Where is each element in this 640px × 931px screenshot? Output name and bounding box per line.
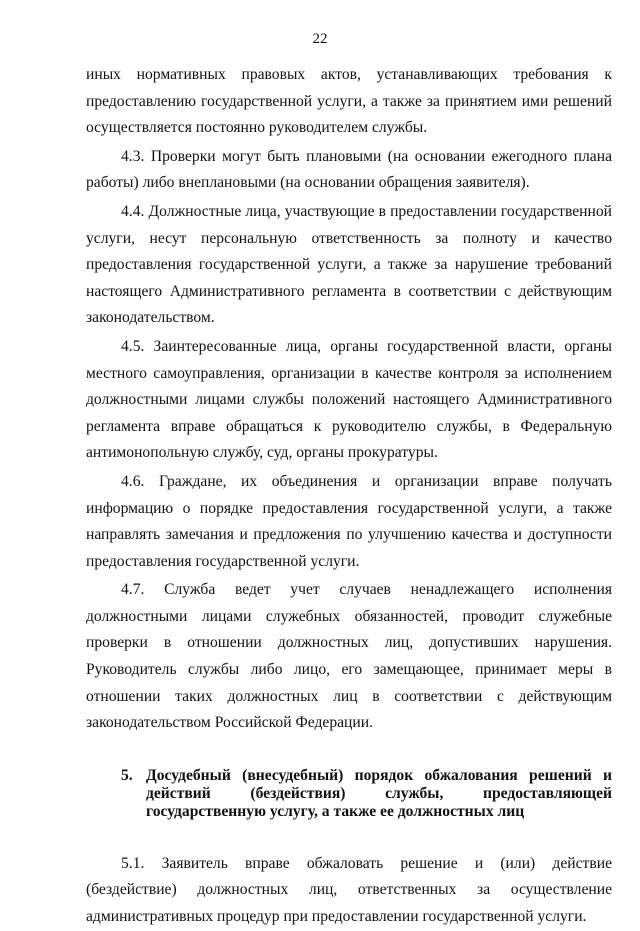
- paragraph-4-4: 4.4. Должностные лица, участвующие в предоставлении государственной услуги, несут персональную ответственность за полноту и качество предоставления государственной услуги, а также за нарушение требований настоящего Административного регламента в соответствии с действующим законодательством.: [86, 202, 612, 327]
- section-number: 5.: [121, 766, 133, 784]
- paragraph-4-3: 4.3. Проверки могут быть плановыми (на основании ежегодного плана работы) либо внеплановыми (на основании обращения заявителя).: [86, 147, 612, 192]
- document-body: [86, 62, 612, 931]
- paragraph-continuation: иных нормативных правовых актов, устанавливающих требования к предоставлению государственной услуги, а также за принятием ими решений осуществляется постоянно руководителем службы.: [86, 66, 612, 137]
- section-heading: [86, 767, 612, 821]
- paragraph-4-6: 4.6. Граждане, их объединения и организации вправе получать информацию о порядке предоставления государственной услуги, а также направлять замечания и предложения по улучшению качества и доступности предоставления государственной услуги.: [86, 472, 612, 570]
- paragraph-4-7: 4.7. Служба ведет учет случаев ненадлежащего исполнения должностными лицами служебных обязанностей, проводит служебные проверки в отношении должностных лиц, допустивших нарушения. Руководитель службы либо лицо, его замещающее, принимает меры в отношении таких должностных лиц в соответствии с действующим законодательством Российской Федерации.: [86, 581, 612, 732]
- paragraph-5-1: 5.1. Заявитель вправе обжаловать решение и (или) действие (бездействие) должностных лиц, ответственных за осуществление административных процедур при предоставлении государственной услуги.: [86, 854, 612, 926]
- paragraph-4-5: 4.5. Заинтересованные лица, органы государственной власти, органы местного самоуправления, организации в качестве контроля за исполнением должностными лицами службы положений настоящего Административного регламента вправе обращаться к руководителю службы, в Федеральную антимонопольную службу, суд, органы прокуратуры.: [86, 337, 612, 462]
- section-title: Досудебный (внесудебный) порядок обжалования решений и действий (бездействия) службы, предоставляющей государственную услугу, а также ее должностных лиц: [146, 766, 612, 820]
- page-number: 22: [312, 31, 328, 47]
